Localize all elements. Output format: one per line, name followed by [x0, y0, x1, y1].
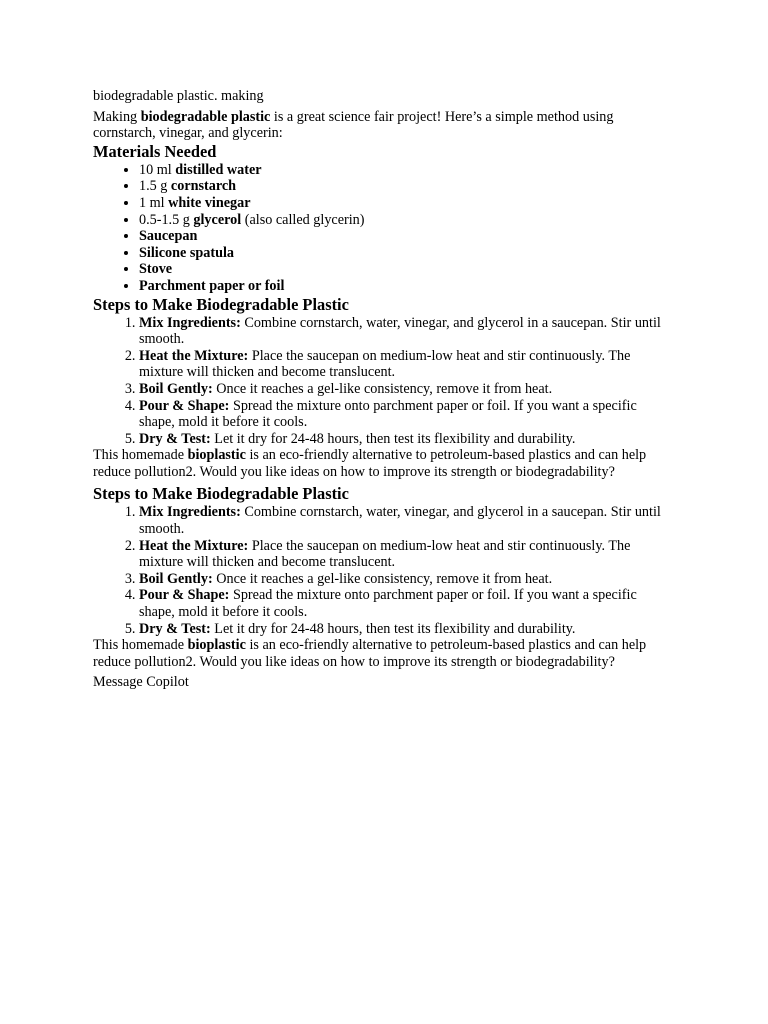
- list-item: [139, 587, 673, 620]
- intro-prefix: Making: [93, 108, 141, 125]
- document-page: [93, 88, 673, 691]
- step-text: Spread the mixture onto parchment paper or foil. If you want a specific shape, mold it before it cools.: [139, 397, 637, 431]
- closing-paragraph: [93, 637, 673, 670]
- step-text: Once it reaches a gel-like consistency, remove it from heat.: [212, 570, 553, 587]
- intro-bold: biodegradable plastic: [140, 108, 271, 125]
- step-text: Combine cornstarch, water, vinegar, and glycerol in a saucepan. Stir until smooth.: [139, 504, 661, 538]
- list-item: [139, 278, 673, 295]
- list-item: [139, 571, 673, 588]
- step-text: Let it dry for 24-48 hours, then test its flexibility and durability.: [210, 620, 576, 637]
- step-text: Combine cornstarch, water, vinegar, and glycerol in a saucepan. Stir until smooth.: [139, 314, 661, 348]
- material-name: Silicone spatula: [139, 244, 234, 261]
- step-text: Place the saucepan on medium-low heat and stir continuously. The mixture will thicken and become translucent.: [139, 537, 631, 571]
- list-item: [139, 178, 673, 195]
- material-name: Saucepan: [139, 228, 198, 245]
- step-title: Dry & Test:: [139, 430, 211, 447]
- material-name: Parchment paper or foil: [139, 277, 285, 294]
- list-item: [139, 381, 673, 398]
- step-title: Mix Ingredients:: [139, 504, 241, 521]
- step-text: Let it dry for 24-48 hours, then test its flexibility and durability.: [210, 430, 576, 447]
- footer-line: Message Copilot: [93, 674, 189, 691]
- step-title: Mix Ingredients:: [139, 314, 241, 331]
- step-title: Heat the Mixture:: [139, 347, 249, 364]
- intro-suffix: is a great science fair project! Here’s a simple method using cornstarch, vinegar, and glycerin:: [93, 108, 614, 142]
- material-name: Stove: [139, 261, 173, 278]
- top-line: biodegradable plastic. making: [93, 88, 264, 104]
- list-item: [139, 228, 673, 245]
- step-title: Heat the Mixture:: [139, 537, 249, 554]
- material-qty: 1 ml: [139, 194, 169, 211]
- step-title: Pour & Shape:: [139, 397, 230, 414]
- list-item: [139, 195, 673, 212]
- list-item: [139, 261, 673, 278]
- list-item: [139, 398, 673, 431]
- step-title: Pour & Shape:: [139, 587, 230, 604]
- closing-bold: bioplastic: [187, 447, 246, 464]
- step-title: Boil Gently:: [139, 570, 213, 587]
- list-item: [139, 162, 673, 179]
- steps-list: [93, 504, 673, 637]
- step-text: Place the saucepan on medium-low heat and stir continuously. The mixture will thicken and become translucent.: [139, 347, 631, 381]
- closing-prefix: This homemade: [93, 447, 188, 464]
- step-text: Spread the mixture onto parchment paper or foil. If you want a specific shape, mold it before it cools.: [139, 587, 637, 621]
- steps-heading: Steps to Make Biodegradable Plastic: [93, 294, 349, 314]
- closing-suffix: is an eco-friendly alternative to petroleum-based plastics and can help reduce pollution2. Would you like ideas on how to improve its strength or biodegradability?: [93, 447, 647, 480]
- material-name: glycerol: [193, 211, 242, 228]
- closing-prefix: This homemade: [93, 637, 188, 654]
- closing-bold: bioplastic: [187, 637, 246, 654]
- material-name: cornstarch: [170, 178, 237, 195]
- list-item: [139, 621, 673, 638]
- closing-paragraph: [93, 447, 673, 480]
- list-item: [139, 504, 673, 537]
- material-qty: 1.5 g: [139, 178, 171, 195]
- material-qty: 10 ml: [139, 161, 176, 178]
- step-text: Once it reaches a gel-like consistency, remove it from heat.: [212, 380, 553, 397]
- closing-suffix: is an eco-friendly alternative to petroleum-based plastics and can help reduce pollution2. Would you like ideas on how to improve its strength or biodegradability?: [93, 637, 647, 670]
- material-note: (also called glycerin): [241, 211, 365, 228]
- step-title: Dry & Test:: [139, 620, 211, 637]
- material-name: distilled water: [175, 161, 262, 178]
- list-item: [139, 315, 673, 348]
- list-item: [139, 348, 673, 381]
- steps-list: [93, 315, 673, 448]
- list-item: [139, 212, 673, 229]
- steps-heading: Steps to Make Biodegradable Plastic: [93, 484, 349, 504]
- list-item: [139, 538, 673, 571]
- materials-heading: Materials Needed: [93, 141, 217, 161]
- intro-paragraph: [93, 109, 673, 142]
- material-qty: 0.5-1.5 g: [139, 211, 194, 228]
- material-name: white vinegar: [168, 194, 251, 211]
- step-title: Boil Gently:: [139, 380, 213, 397]
- list-item: [139, 431, 673, 448]
- materials-list: [93, 162, 673, 295]
- list-item: [139, 245, 673, 262]
